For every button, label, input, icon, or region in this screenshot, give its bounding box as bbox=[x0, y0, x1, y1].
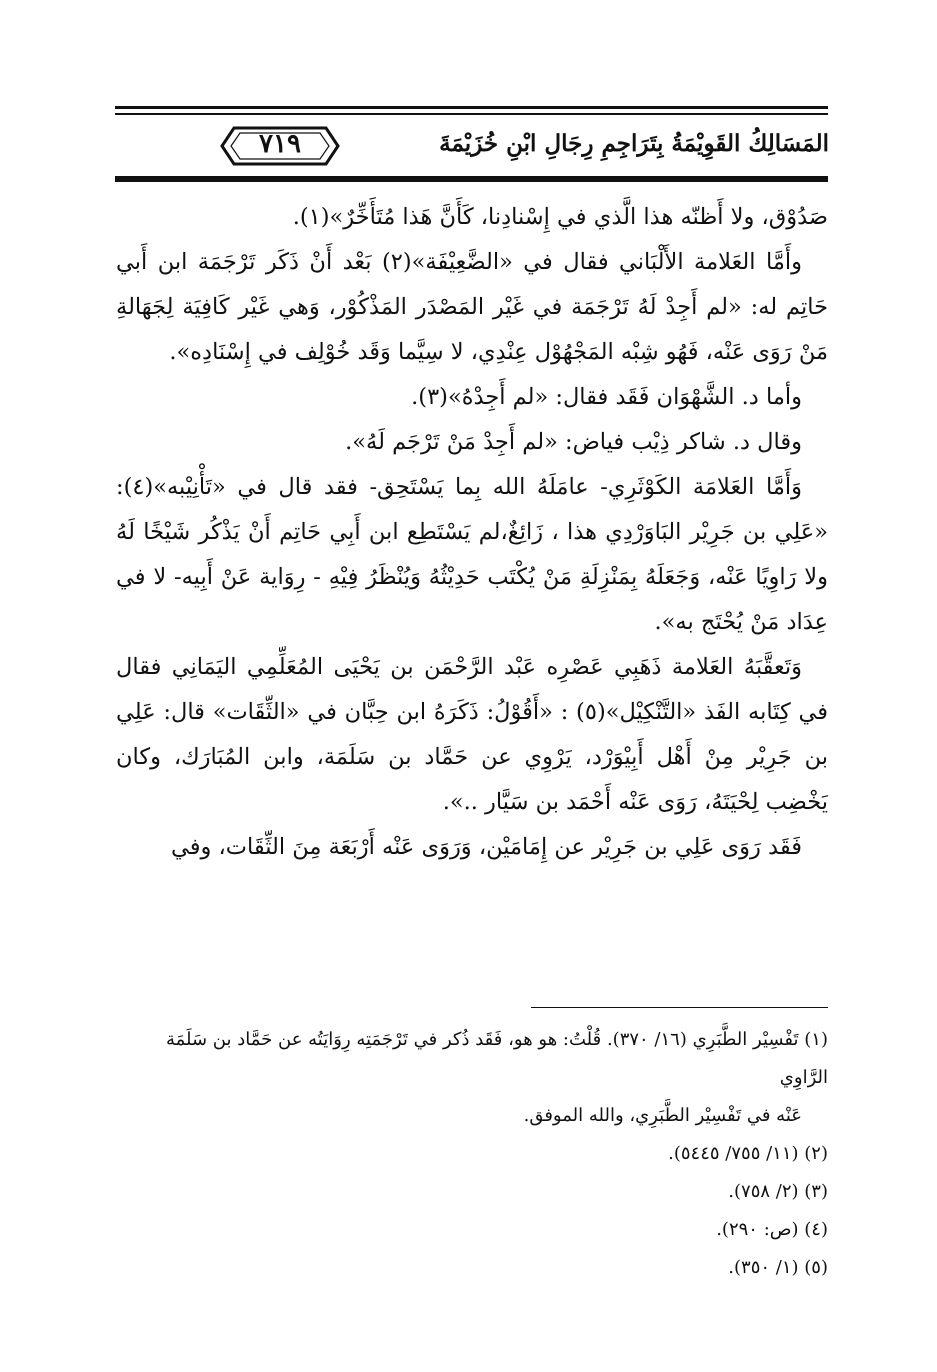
footnote-item: (٥) (١/ ٣٥٠). bbox=[728, 1257, 828, 1278]
footnote-item: (١) تَفْسِيْر الطَّبَرِي (١٦/ ٣٧٠). قُلْتُ: هو هو، فَقَد ذُكر في تَرْجَمَتِه رِوَايَتُه عن حَمَّاد بن سَلَمَة الرَّاوِي bbox=[165, 1029, 828, 1088]
page-number-frame bbox=[220, 124, 340, 168]
footnote-item: (٣) (٢/ ٧٥٨). bbox=[728, 1181, 828, 1202]
paragraph: وَأَمَّا العَلامَة الكَوْثَرِي- عامَلَهُ الله بِما يَسْتَحِق- فقد قال في «تَأْنِيْبه»(٤): «عَلِي بن جَرِيْر البَاوَرْدِي هذا ، زَائِغٌ،لم يَسْتَطِع ابن أَبِي حَاتِم أَنْ يَذْكُر شَيْخًا لَهُ ولا رَاوِيًا عَنْه، وَجَعَلَهُ بِمَنْزِلَةِ مَنْ يُكْتَب حَدِيْثُهُ وَيُنْظَرُ فِيْهِ - رِوَاية عَنْ أَبِيه- لا في عِدَاد مَنْ يُحْتَج به». bbox=[116, 474, 828, 635]
paragraph: وأما د. الشَّهْوَان فَقَد فقال: «لم أَجِدْهُ»(٣). bbox=[411, 384, 802, 410]
footnote-separator bbox=[531, 1007, 828, 1008]
header-top-rule bbox=[115, 106, 828, 109]
paragraph: فَقَد رَوَى عَلِي بن جَرِيْر عن إِمَامَيْن، وَرَوَى عَنْه أَرْبَعَة مِنَ الثِّقَات، وفي bbox=[171, 834, 802, 860]
paragraph: صَدُوْق، ولا أَظنّه هذا الَّذي في إِسْنادِنا، كَأَنَّ هَذا مُتَأَخِّرٌ»(١). bbox=[292, 204, 828, 230]
page-number: ٧١٩ bbox=[259, 129, 301, 159]
paragraph: وأَمَّا العَلامة الأَلْبَاني فقال في «الضَّعِيْفَة»(٢) بَعْد أَنْ ذَكَر تَرْجَمَة ابن أَبي حَاتِم له: «لم أَجِدْ لَهُ تَرْجَمَة في غَيْر المَصْدَر المَذْكُوْر، وَهي غَيْر كَافِيَة لِجَهَالةِ مَنْ رَوَى عَنْه، فَهُو شِبْه المَجْهُوْل عِنْدِي، لا سِيَّما وَقَد خُوْلِف في إِسْنَادِه». bbox=[116, 249, 828, 365]
footnote-continuation: عَنْه في تَفْسِيْر الطَّبَرِي، والله الموفق. bbox=[523, 1105, 802, 1126]
paragraph: وَتَعقَّبَهُ العَلامة ذَهَبِي عَصْرِه عَبْد الرَّحْمَن بن يَحْيَى المُعَلِّمِي اليَمَانِي فقال في كِتَابه الفَذ «التَّنْكِيْل»(٥) : «أَقُوْلُ: ذَكَرَهُ ابن حِبَّان في «الثِّقَات» قال: عَلِي بن جَرِيْر مِنْ أَهْل أَبِيْوَرْد، يَرْوِي عن حَمَّاد بن سَلَمَة، وابن المُبَارَك، وكان يَخْضِب لِحْيَتَهُ، رَوَى عَنْه أَحْمَد بن سَيَّار ..». bbox=[116, 654, 829, 815]
footnotes bbox=[116, 1021, 828, 1287]
header-second-rule bbox=[115, 113, 828, 115]
footnote-item: (٤) (ص: ٢٩٠). bbox=[716, 1219, 828, 1240]
running-header-title: المَسَالِكُ القَوِيْمَةُ بِتَرَاجِمِ رِجَالِ ابْنِ خُزَيْمَةَ bbox=[439, 130, 829, 157]
footnote-item: (٢) (١١/ ٧٥٥/ ٥٤٤٥). bbox=[668, 1143, 828, 1164]
main-text bbox=[116, 195, 828, 870]
header-bottom-rule bbox=[115, 176, 828, 182]
paragraph: وقال د. شاكر ذِيْب فياض: «لم أَجِدْ مَنْ تَرْجَم لَهُ». bbox=[345, 429, 802, 455]
